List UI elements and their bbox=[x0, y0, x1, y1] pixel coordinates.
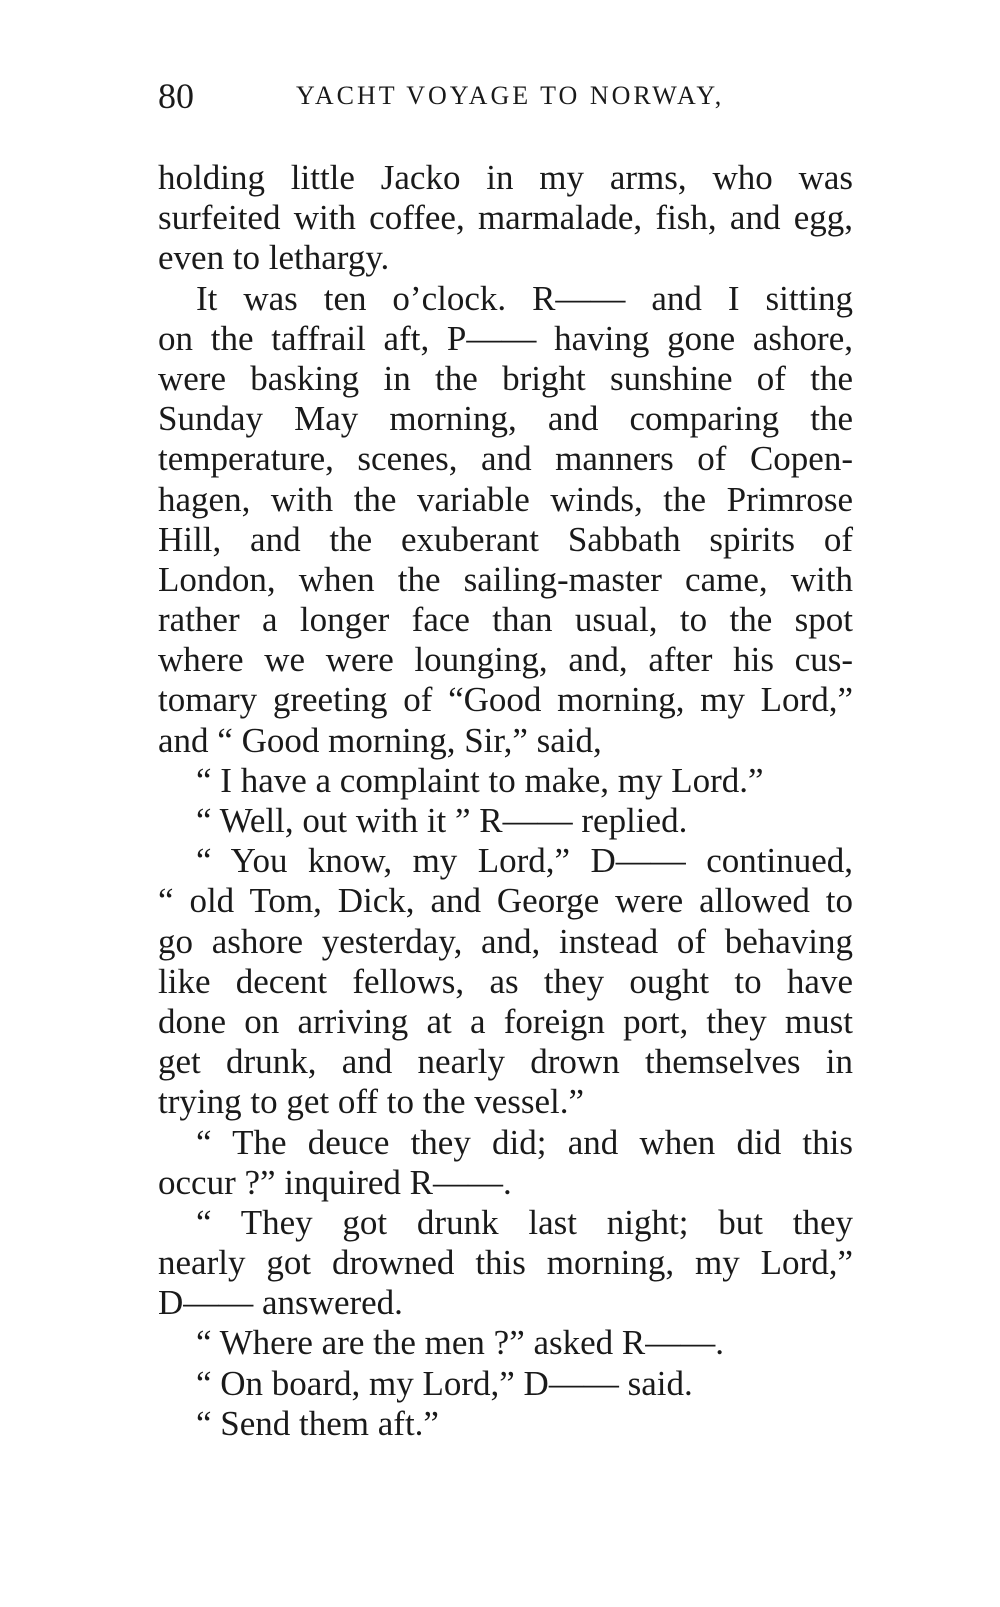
text-line: London, when the sailing-master came, with bbox=[158, 559, 853, 599]
text-line: done on arriving at a foreign port, they must bbox=[158, 1001, 853, 1041]
text-line: holding little Jacko in my arms, who was bbox=[158, 158, 853, 197]
text-line: “ On board, my Lord,” D—— said. bbox=[196, 1363, 693, 1403]
text-line: occur ?” inquired R——. bbox=[158, 1162, 512, 1202]
text-line: “ old Tom, Dick, and George were allowed to bbox=[158, 881, 853, 921]
text-line: go ashore yesterday, and, instead of behaving bbox=[158, 921, 853, 961]
body-text bbox=[158, 158, 853, 1444]
text-line: nearly got drowned this morning, my Lord,” bbox=[158, 1243, 853, 1283]
running-title: YACHT VOYAGE TO NORWAY, bbox=[296, 81, 725, 110]
text-line: rather a longer face than usual, to the spot bbox=[158, 600, 853, 640]
text-line: even to lethargy. bbox=[158, 238, 390, 278]
text-line: “ I have a complaint to make, my Lord.” bbox=[196, 760, 764, 800]
text-line: hagen, with the variable winds, the Primrose bbox=[158, 479, 853, 519]
text-line: “ Well, out with it ” R—— replied. bbox=[196, 801, 688, 840]
text-line: and “ Good morning, Sir,” said, bbox=[158, 720, 602, 760]
text-line: “ Where are the men ?” asked R——. bbox=[196, 1323, 725, 1363]
text-line: where we were lounging, and, after his cus- bbox=[158, 640, 853, 680]
page-header bbox=[158, 75, 858, 125]
text-line: “ Send them aft.” bbox=[196, 1403, 439, 1443]
text-line: Hill, and the exuberant Sabbath spirits of bbox=[158, 519, 853, 559]
text-line: surfeited with coffee, marmalade, fish, and egg, bbox=[158, 198, 853, 238]
text-line: tomary greeting of “Good morning, my Lord,” bbox=[158, 680, 853, 720]
text-line: “ You know, my Lord,” D—— continued, bbox=[196, 841, 853, 881]
text-line: like decent fellows, as they ought to have bbox=[158, 961, 853, 1001]
text-line: “ The deuce they did; and when did this bbox=[196, 1122, 853, 1162]
text-line: D—— answered. bbox=[158, 1283, 403, 1323]
page-number: 80 bbox=[158, 76, 194, 116]
text-line: get drunk, and nearly drown themselves in bbox=[158, 1042, 853, 1082]
text-line: “ They got drunk last night; but they bbox=[196, 1202, 853, 1242]
text-line: It was ten o’clock. R—— and I sitting bbox=[196, 278, 853, 318]
text-line: were basking in the bright sunshine of the bbox=[158, 358, 853, 398]
text-line: temperature, scenes, and manners of Copen- bbox=[158, 439, 853, 479]
text-line: trying to get off to the vessel.” bbox=[158, 1082, 585, 1122]
text-line: on the taffrail aft, P—— having gone ashore, bbox=[158, 318, 853, 358]
text-line: Sunday May morning, and comparing the bbox=[158, 399, 853, 439]
